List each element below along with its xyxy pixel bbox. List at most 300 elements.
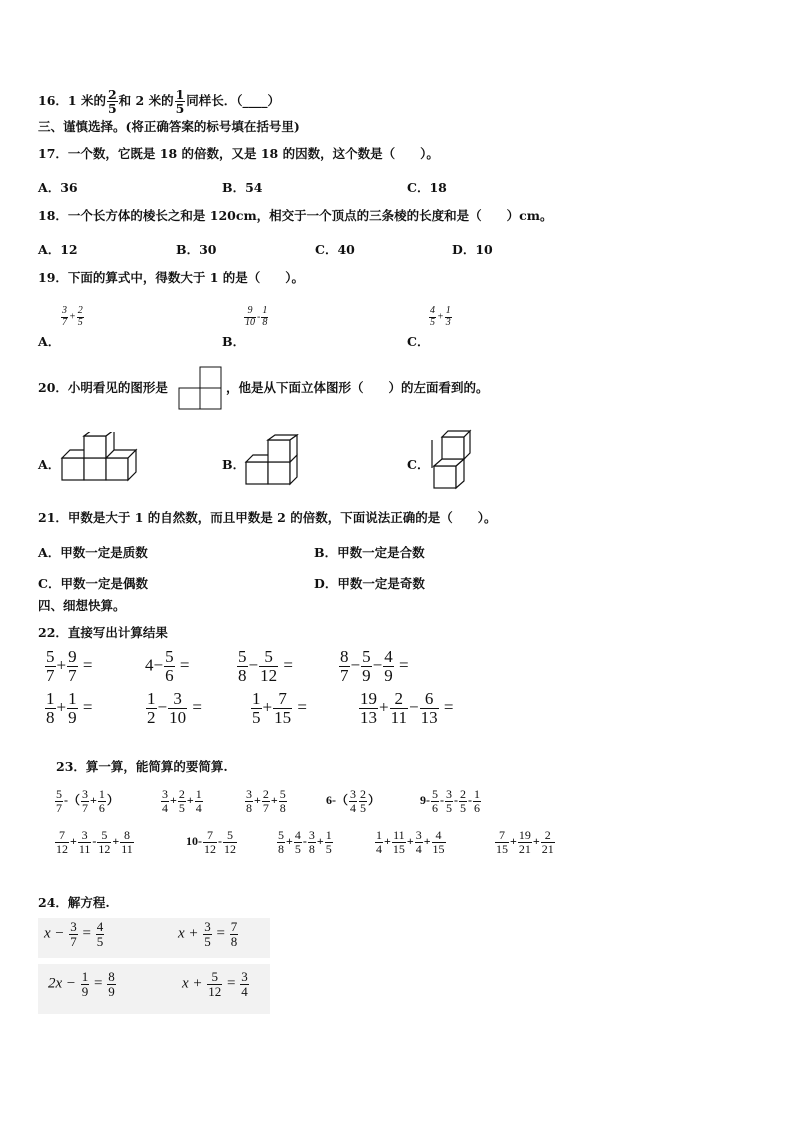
numerator: 4 [432, 829, 446, 843]
numerator: 2 [360, 787, 366, 801]
numerator: 2 [460, 787, 466, 801]
operator: + [90, 792, 97, 807]
numerator: 8 [340, 647, 349, 666]
q22-r1-e1 [44, 648, 92, 685]
fraction [45, 690, 56, 727]
equals: = [82, 697, 93, 717]
numerator: 5 [207, 970, 222, 985]
section-4-heading: 四、细想快算。 [38, 598, 126, 613]
denominator: 5 [204, 933, 211, 949]
denominator: 11 [121, 841, 133, 856]
numerator: 4 [384, 647, 393, 666]
equals: = [283, 655, 293, 675]
denominator: 2 [147, 707, 156, 727]
q22-r1-e3 [236, 648, 293, 685]
q23-r2-e1 [54, 829, 135, 855]
fraction [349, 788, 357, 814]
equation-prefix: 2x − [48, 975, 77, 992]
operator: − [157, 697, 168, 717]
denominator: 4 [162, 800, 168, 815]
fraction [69, 920, 78, 948]
denominator: 15 [392, 841, 405, 856]
numerator: 2 [262, 787, 269, 801]
denominator: 8 [262, 316, 268, 328]
denominator: 4 [195, 800, 202, 815]
q17-option-b[interactable]: B．54 [222, 180, 263, 195]
operator: − [153, 655, 164, 675]
q19-option-c-expr[interactable] [428, 306, 453, 328]
equation-1a [44, 920, 105, 948]
operator: + [379, 697, 389, 717]
operator: - [454, 792, 458, 807]
q16-number: 16． [38, 93, 68, 109]
whole-number: 9- [420, 792, 430, 807]
numerator: 3 [62, 305, 67, 316]
q22-r2-e1 [44, 690, 92, 727]
denominator: 5 [175, 101, 185, 117]
fraction [175, 88, 186, 115]
operator: + [423, 833, 431, 848]
fraction [78, 829, 92, 855]
numerator: 1 [252, 689, 261, 708]
fraction [262, 788, 270, 814]
q19-option-b-label[interactable]: B． [222, 334, 246, 349]
fraction [77, 306, 84, 328]
q20-option-a-label[interactable]: A． [38, 457, 61, 472]
q21-option-c[interactable]: C．甲数一定是偶数 [38, 576, 148, 591]
denominator: 9 [108, 983, 115, 999]
denominator: 10 [169, 707, 187, 727]
denominator: 8 [279, 800, 286, 815]
question-20-stem-a: 20．小明看见的图形是 [38, 380, 168, 395]
numerator: 5 [362, 647, 371, 666]
numerator: 1 [147, 689, 156, 708]
numerator: 1 [445, 305, 451, 316]
numerator: 3 [78, 829, 92, 843]
denominator: 6 [474, 800, 480, 815]
question-16 [38, 88, 280, 115]
numerator: 5 [259, 648, 278, 667]
q23-r2-e3 [276, 829, 334, 855]
q16-text-3: 同样长．（____） [186, 93, 281, 109]
numerator: 2 [541, 829, 555, 843]
denominator: 15 [432, 841, 445, 856]
numerator: 5 [223, 829, 237, 843]
fraction [55, 788, 63, 814]
denominator: 12 [204, 841, 216, 856]
operator: + [384, 833, 391, 848]
fraction [67, 690, 78, 727]
fraction [55, 829, 69, 855]
denominator: 5 [430, 316, 435, 328]
fraction [495, 829, 509, 855]
denominator: 3 [445, 316, 451, 328]
q18-option-a[interactable]: A．12 [38, 242, 78, 257]
denominator: 7 [70, 933, 77, 949]
denominator: 5 [77, 316, 83, 328]
fraction [445, 306, 452, 328]
fraction [61, 306, 68, 328]
fraction [245, 788, 253, 814]
operator: - [468, 792, 472, 807]
denominator: 13 [360, 707, 377, 727]
denominator: 7 [262, 800, 269, 815]
q19-option-a-expr[interactable] [60, 306, 85, 328]
denominator: 5 [325, 841, 332, 856]
question-19-stem: 19．下面的算式中，得数大于 1 的是（ ）。 [38, 270, 305, 285]
equals: = [192, 697, 202, 717]
equals: = [82, 925, 91, 942]
q20-option-c-label[interactable]: C． [407, 457, 430, 472]
equals: = [216, 925, 225, 942]
numerator: 1 [262, 305, 268, 316]
numerator: 3 [82, 787, 88, 801]
question-21-stem: 21．甲数是大于 1 的自然数，而且甲数是 2 的倍数，下面说法正确的是（ ）。 [38, 510, 497, 525]
denominator: 5 [252, 707, 261, 727]
numerator: 4 [430, 305, 435, 316]
numerator: 1 [376, 828, 382, 842]
fraction [203, 920, 212, 948]
operator: + [56, 655, 67, 675]
fraction [98, 788, 106, 814]
fraction [361, 648, 372, 685]
numerator: 5 [432, 787, 438, 801]
q21-option-d[interactable]: D．甲数一定是奇数 [314, 576, 425, 591]
q16-text-1: 1 米的 [67, 93, 106, 109]
fraction [390, 690, 408, 727]
denominator: 5 [96, 933, 104, 949]
denominator: 4 [350, 800, 356, 815]
denominator: 11 [78, 841, 91, 856]
numerator: 7 [230, 919, 238, 934]
fraction [251, 690, 262, 727]
q22-r1-e2 [145, 648, 189, 685]
denominator: 6 [165, 665, 174, 685]
question-24-title: 24．解方程. [38, 895, 110, 910]
denominator: 10 [245, 316, 255, 328]
numerator: 19 [360, 689, 377, 708]
numerator: 2 [77, 305, 83, 316]
operator: − [350, 655, 361, 675]
numerator: 5 [97, 829, 111, 843]
numerator: 1 [175, 87, 185, 102]
denominator: 12 [224, 841, 236, 856]
fraction [120, 829, 134, 855]
denominator: 15 [496, 841, 508, 856]
operator: -（ [64, 792, 80, 807]
q23-r1-e2 [160, 788, 204, 814]
whole-number: 6-（ [326, 792, 348, 807]
denominator: 7 [340, 665, 349, 685]
numerator: 3 [415, 828, 422, 842]
numerator: 9 [244, 306, 256, 318]
fraction [359, 690, 378, 727]
fraction [259, 648, 278, 685]
fraction [203, 829, 217, 855]
denominator: 11 [390, 707, 407, 727]
fraction [273, 690, 292, 727]
fraction [107, 970, 116, 998]
q20-option-a-cubes[interactable] [60, 432, 148, 488]
fraction [261, 306, 268, 328]
numerator: 5 [278, 828, 284, 842]
denominator: 8 [278, 841, 284, 856]
operator: + [286, 833, 293, 848]
operator: + [532, 833, 540, 848]
operator: + [316, 833, 324, 848]
operator: + [170, 792, 177, 807]
denominator: 5 [107, 101, 117, 117]
operator: + [112, 833, 120, 848]
numerator: 1 [81, 969, 89, 984]
q21-option-a[interactable]: A．甲数一定是质数 [38, 545, 148, 560]
fraction [223, 829, 237, 855]
numerator: 5 [279, 787, 286, 801]
denominator: 8 [308, 841, 315, 856]
numerator: 1 [46, 689, 55, 708]
numerator: 11 [393, 828, 405, 842]
denominator: 9 [362, 665, 371, 685]
operator: ） [106, 792, 119, 807]
fraction [244, 306, 256, 328]
q23-r1-e4 [326, 788, 380, 814]
numerator: 7 [55, 829, 69, 843]
question-22-title: 22．直接写出计算结果 [38, 625, 168, 640]
denominator: 13 [420, 707, 438, 727]
q18-option-b[interactable]: B．30 [176, 242, 217, 257]
fraction [359, 788, 367, 814]
q19-option-a-label[interactable]: A． [38, 334, 61, 349]
equals: = [94, 975, 103, 992]
question-23-title: 23．算一算，能简算的要简算. [56, 759, 228, 774]
numerator: 2 [390, 690, 408, 709]
equals: = [297, 697, 307, 717]
equals: = [398, 655, 409, 675]
numerator: 19 [518, 828, 531, 842]
denominator: 4 [241, 983, 248, 999]
numerator: 2 [107, 87, 117, 102]
fraction [392, 829, 406, 855]
operator: + [186, 792, 194, 807]
fraction [240, 970, 249, 998]
numerator: 3 [350, 787, 356, 801]
numerator: 5 [56, 787, 62, 801]
fraction [429, 306, 436, 328]
denominator: 5 [446, 800, 452, 815]
denominator: 12 [260, 665, 278, 685]
numerator: 3 [204, 919, 211, 934]
fraction [164, 648, 175, 685]
numerator: 8 [108, 969, 115, 984]
q20-option-c-cubes[interactable] [428, 428, 478, 492]
fraction [420, 690, 439, 727]
numerator: 7 [273, 690, 292, 709]
section-3-heading: 三、谨慎选择。(将正确答案的标号填在括号里) [38, 119, 300, 134]
denominator: 7 [68, 665, 77, 685]
denominator: 4 [415, 841, 422, 856]
fraction [473, 788, 481, 814]
q22-r2-e4 [358, 690, 453, 727]
fraction [45, 648, 56, 685]
fraction [459, 788, 467, 814]
equation-1b [178, 920, 239, 948]
numerator: 5 [238, 647, 247, 666]
numerator: 3 [162, 787, 168, 801]
fraction [96, 920, 105, 948]
fraction [230, 920, 239, 948]
operator: − [248, 655, 259, 675]
fraction [383, 648, 394, 685]
fraction [168, 690, 187, 727]
denominator: 6 [432, 800, 438, 815]
numerator: 1 [98, 787, 105, 801]
q23-r1-e3 [244, 788, 288, 814]
denominator: 15 [274, 707, 292, 727]
q17-option-c[interactable]: C．18 [407, 180, 447, 195]
numerator: 4 [96, 919, 104, 934]
denominator: 9 [68, 707, 77, 727]
denominator: 21 [518, 841, 531, 856]
operator: + [69, 311, 76, 323]
numerator: 1 [195, 787, 202, 801]
denominator: 5 [460, 800, 466, 815]
q19-option-b-expr[interactable] [243, 306, 269, 328]
numerator: 3 [246, 787, 252, 801]
fraction [207, 970, 222, 998]
q23-r1-e1 [54, 788, 119, 814]
operator: - [440, 792, 444, 807]
q16-text-2: 和 2 米的 [118, 93, 174, 109]
fraction [325, 829, 333, 855]
numerator: 3 [241, 969, 248, 984]
fraction [67, 648, 78, 685]
q23-r2-e5 [494, 829, 556, 855]
q22-r2-e2 [145, 690, 202, 727]
fraction [339, 648, 350, 685]
numerator: 1 [325, 828, 332, 842]
operator: + [56, 697, 67, 717]
q18-option-d[interactable]: D．10 [452, 242, 493, 257]
operator: + [70, 833, 77, 848]
denominator: 8 [238, 665, 247, 685]
numerator: 9 [68, 647, 77, 666]
denominator: 4 [376, 841, 382, 856]
fraction [195, 788, 203, 814]
operator: ） [368, 792, 381, 807]
fraction [81, 970, 90, 998]
operator: - [218, 833, 222, 848]
numerator: 3 [446, 787, 452, 801]
q22-r1-e4 [338, 648, 409, 685]
operator: − [372, 655, 383, 675]
numerator: 3 [70, 919, 77, 934]
fraction [146, 690, 157, 727]
operator: - [257, 311, 261, 323]
equation-2a [48, 970, 117, 998]
denominator: 7 [46, 665, 55, 685]
q20-option-b-label[interactable]: B． [222, 457, 246, 472]
operator: - [302, 833, 307, 848]
numerator: 7 [203, 829, 217, 843]
whole-number: 10- [186, 833, 202, 848]
fraction [97, 829, 111, 855]
operator: + [270, 792, 278, 807]
numerator: 6 [420, 690, 439, 709]
denominator: 7 [82, 800, 88, 815]
denominator: 9 [384, 665, 393, 685]
question-17-stem: 17．一个数，它既是 18 的倍数，又是 18 的因数，这个数是（ ）。 [38, 146, 439, 161]
fraction [541, 829, 555, 855]
q20-option-b-cubes[interactable] [244, 434, 302, 488]
denominator: 5 [178, 800, 185, 815]
fraction [431, 788, 439, 814]
numerator: 3 [308, 828, 315, 842]
q23-r1-e5 [420, 788, 482, 814]
operator: + [510, 833, 517, 848]
equals: = [443, 697, 454, 717]
denominator: 8 [230, 933, 238, 949]
q21-option-b[interactable]: B．甲数一定是合数 [314, 545, 425, 560]
equation-prefix: x + [178, 925, 199, 942]
denominator: 6 [98, 800, 105, 815]
numerator: 4 [294, 828, 301, 842]
equation-prefix: x − [44, 925, 65, 942]
denominator: 7 [62, 316, 67, 328]
fraction [237, 648, 248, 685]
numerator: 3 [168, 690, 187, 709]
equation-prefix: x + [182, 975, 203, 992]
fraction [294, 829, 302, 855]
fraction [432, 829, 446, 855]
denominator: 12 [56, 841, 68, 856]
denominator: 5 [294, 841, 301, 856]
numerator: 8 [120, 829, 134, 843]
q23-r2-e4 [374, 829, 447, 855]
fraction [375, 829, 383, 855]
fraction [279, 788, 287, 814]
equals: = [82, 655, 93, 675]
numerator: 7 [495, 829, 509, 843]
operator: − [408, 697, 419, 717]
fraction [161, 788, 169, 814]
fraction [81, 788, 89, 814]
numerator: 5 [46, 647, 55, 666]
numerator: 1 [68, 689, 77, 708]
q17-option-a[interactable]: A．36 [38, 180, 78, 195]
fraction [308, 829, 316, 855]
q22-r2-e3 [250, 690, 307, 727]
q18-option-c[interactable]: C．40 [315, 242, 355, 257]
whole-number: 4 [145, 655, 154, 675]
equation-2b [182, 970, 250, 998]
fraction [277, 829, 285, 855]
operator: + [437, 311, 444, 323]
operator: + [262, 697, 273, 717]
denominator: 12 [98, 841, 111, 856]
denominator: 8 [46, 707, 55, 727]
q19-option-c-label[interactable]: C． [407, 334, 430, 349]
numerator: 2 [178, 787, 185, 801]
denominator: 7 [56, 800, 62, 815]
fraction [415, 829, 423, 855]
fraction [518, 829, 532, 855]
denominator: 9 [81, 983, 89, 999]
numerator: 5 [165, 647, 174, 666]
denominator: 21 [541, 841, 554, 856]
operator: + [254, 792, 261, 807]
equals: = [179, 655, 190, 675]
operator: - [92, 833, 97, 848]
